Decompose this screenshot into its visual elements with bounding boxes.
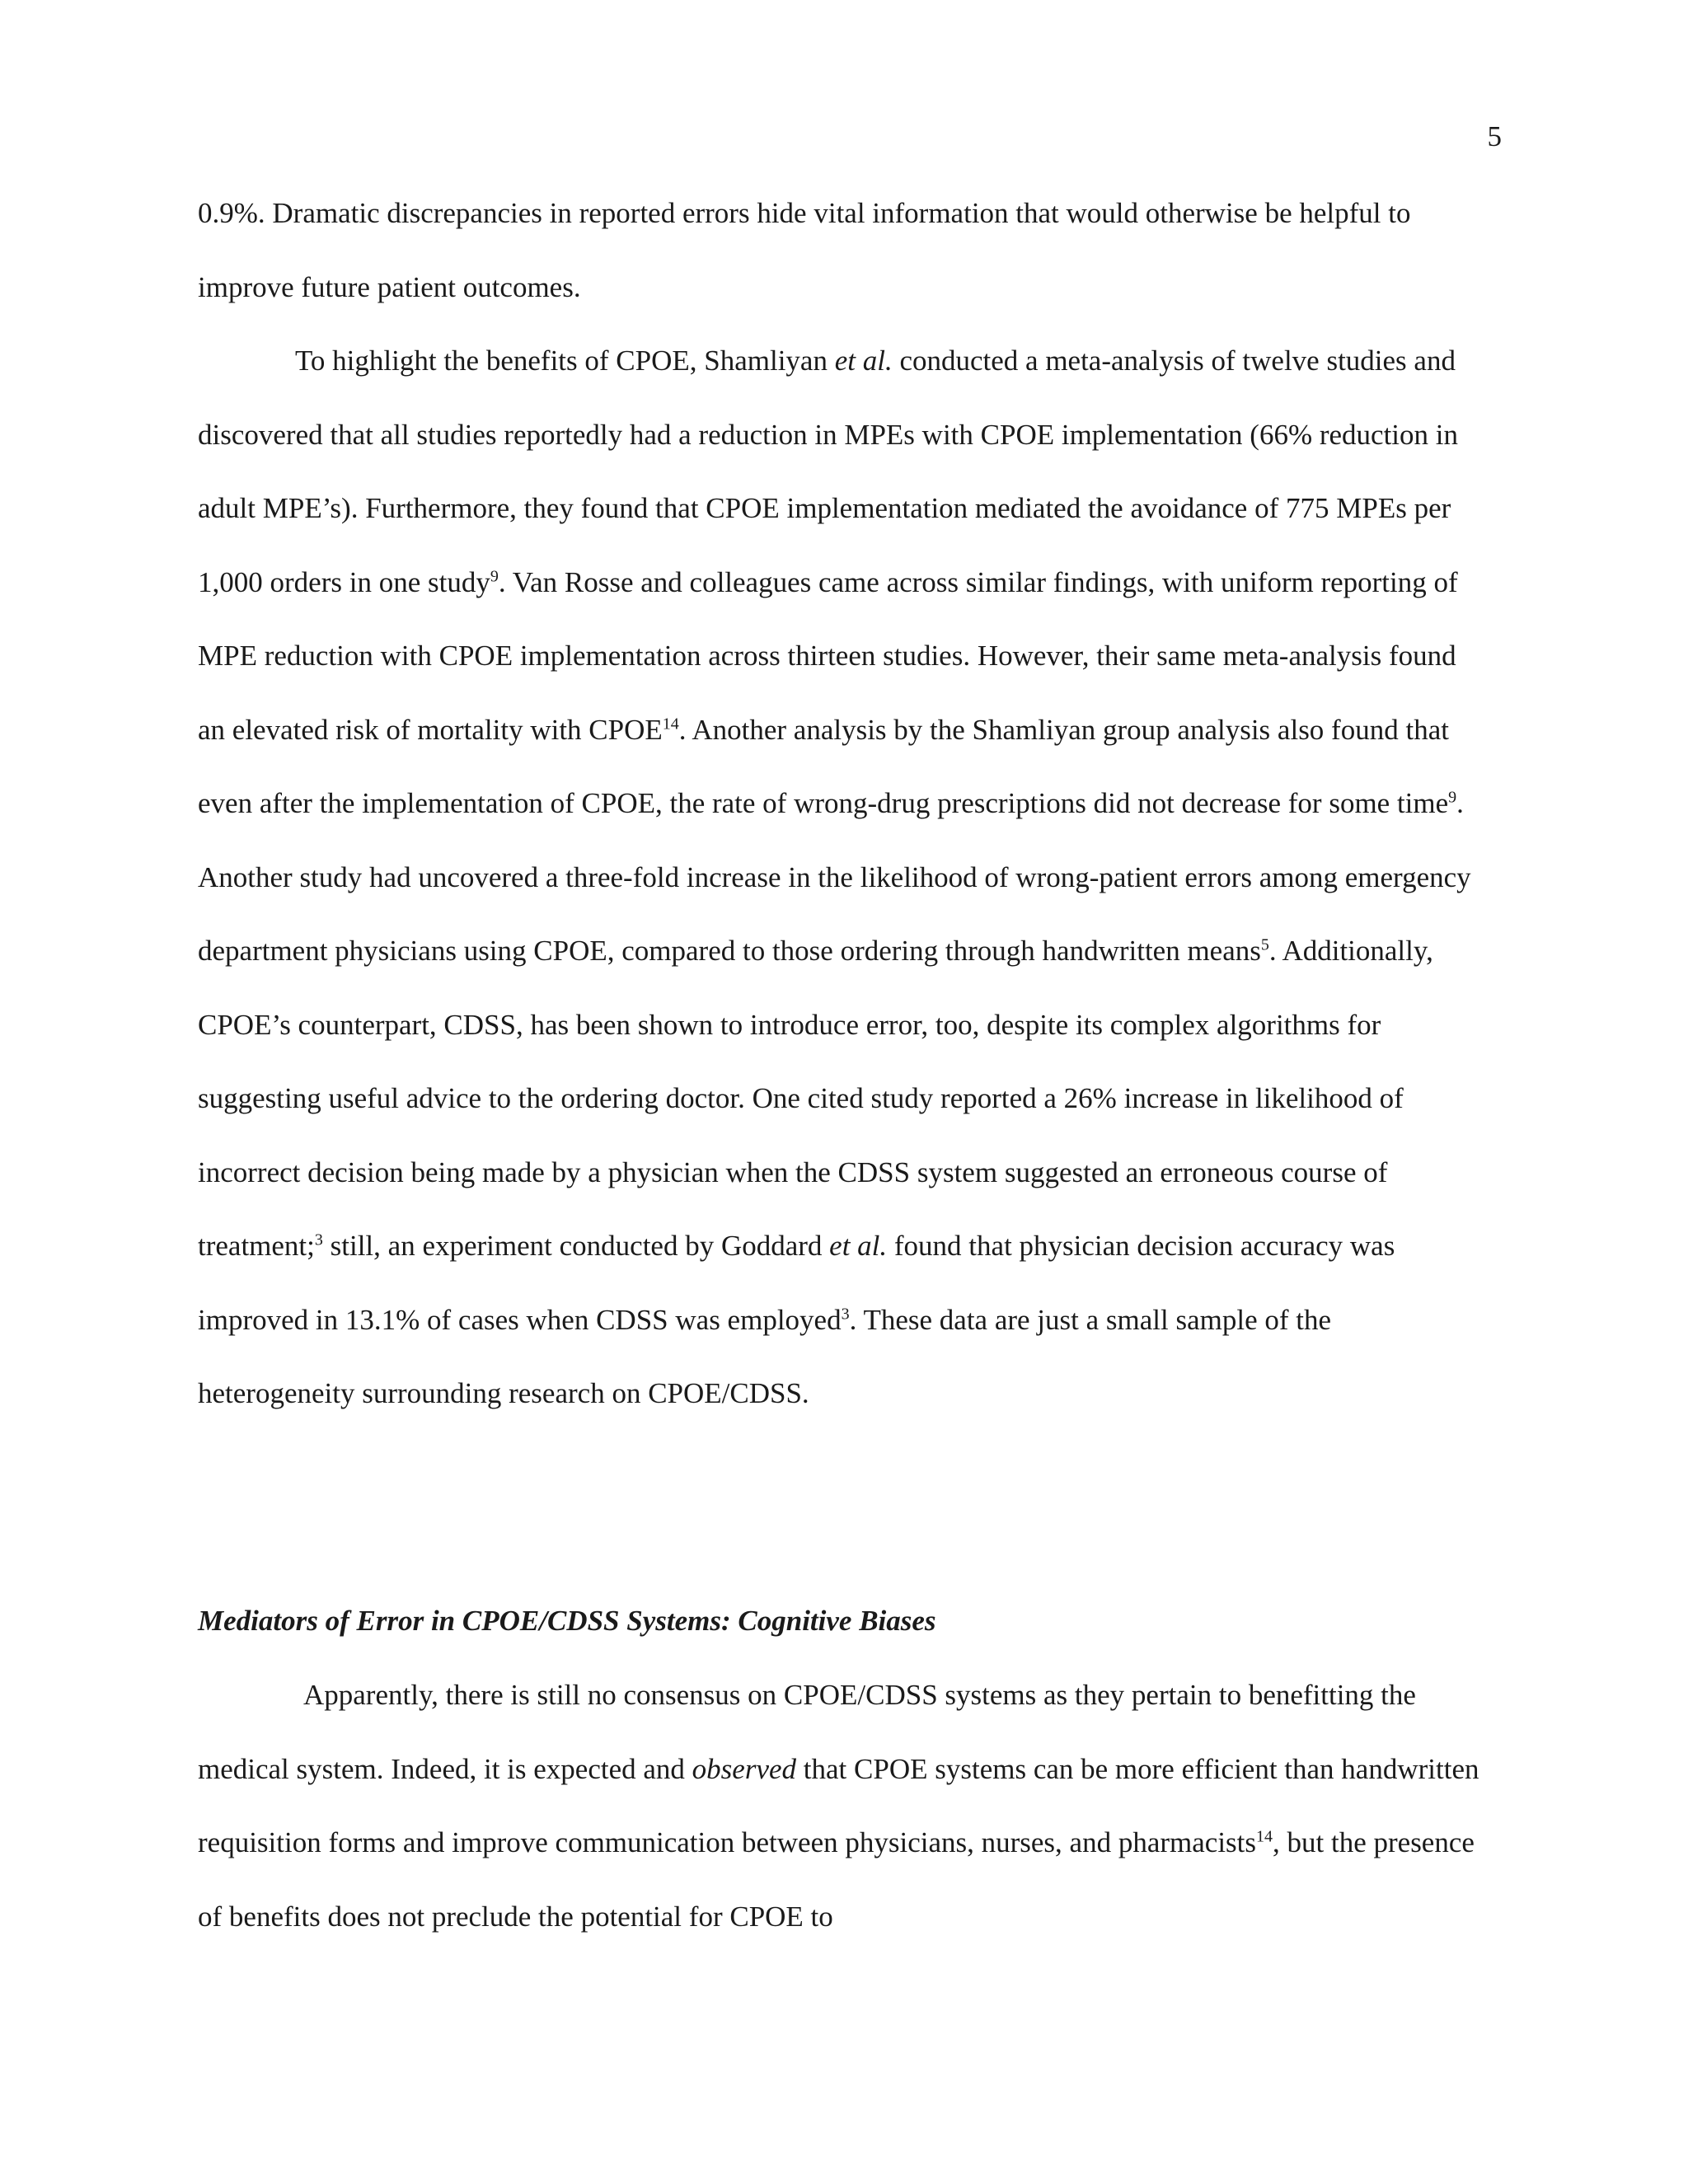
paragraph-2-text (198, 324, 1490, 1431)
text-run: Apparently, there is still no consensus on CPOE/CDSS systems as they pertain to benefitting the medical system. Indeed, it is expected and (198, 1679, 1416, 1785)
paragraph-3 (198, 1658, 1490, 1953)
paragraph-3-text (198, 1658, 1490, 1953)
paragraph-2 (198, 324, 1490, 1431)
text-run: , but the presence of benefits does not preclude the potential for CPOE to (198, 1826, 1475, 1933)
italic-text: et al. (834, 344, 893, 377)
section-heading: Mediators of Error in CPOE/CDSS Systems: Cognitive Biases (198, 1605, 936, 1637)
text-run: . Van Rosse and colleagues came across similar findings, with uniform reporting of MPE reduction with CPOE implementation across thirteen studies. However, their same meta-analysis found an elevated risk of mortality with CPOE (198, 565, 1458, 746)
citation-superscript: 9 (1448, 788, 1457, 807)
citation-superscript: 9 (490, 566, 499, 585)
text-run: that CPOE systems can be more efficient than handwritten requisition forms and improve communication between physicians, nurses, and pharmacists (198, 1752, 1479, 1858)
text-run: found that physician decision accuracy was improved in 13.1% of cases when CDSS was employed (198, 1230, 1395, 1336)
page-number: 5 (1487, 120, 1502, 152)
italic-text: observed (692, 1752, 797, 1785)
text-run: conducted a meta-analysis of twelve studies and discovered that all studies reportedly had a reduction in MPEs with CPOE implementation (66% reduction in adult MPE’s). Furthermore, they found that CPOE implementation mediated the avoidance of 775 MPEs per 1,000 orders in one study (198, 344, 1458, 598)
citation-superscript: 3 (841, 1304, 850, 1323)
citation-superscript: 5 (1260, 935, 1269, 954)
text-run: . These data are just a small sample of the heterogeneity surrounding research on CPOE/CDSS. (198, 1303, 1332, 1409)
text-run: still, an experiment conducted by Goddard (322, 1230, 830, 1262)
paragraph-1 (198, 176, 1490, 324)
text-run: To highlight the benefits of CPOE, Shamliyan (295, 344, 835, 377)
paragraph-1-text (198, 176, 1490, 324)
text-run: . Another study had uncovered a three-fold increase in the likelihood of wrong-patient errors among emergency department physicians using CPOE, compared to those ordering through handwritten means (198, 787, 1471, 967)
citation-superscript: 14 (662, 714, 679, 733)
text-run: . Additionally, CPOE’s counterpart, CDSS, has been shown to introduce error, too, despite its complex algorithms for suggesting useful advice to the ordering doctor. One cited study reported a 26% increase in likelihood of incorrect decision being made by a physician when the CDSS system suggested an erroneous course of treatment; (198, 935, 1433, 1262)
italic-text: et al. (829, 1230, 888, 1262)
text-run: 0.9%. Dramatic discrepancies in reported errors hide vital information that would otherwise be helpful to improve future patient outcomes. (198, 197, 1411, 303)
citation-superscript: 14 (1256, 1827, 1273, 1846)
citation-superscript: 3 (314, 1230, 323, 1249)
text-run: . Another analysis by the Shamliyan group analysis also found that even after the implementation of CPOE, the rate of wrong-drug prescriptions did not decrease for some time (198, 713, 1449, 819)
